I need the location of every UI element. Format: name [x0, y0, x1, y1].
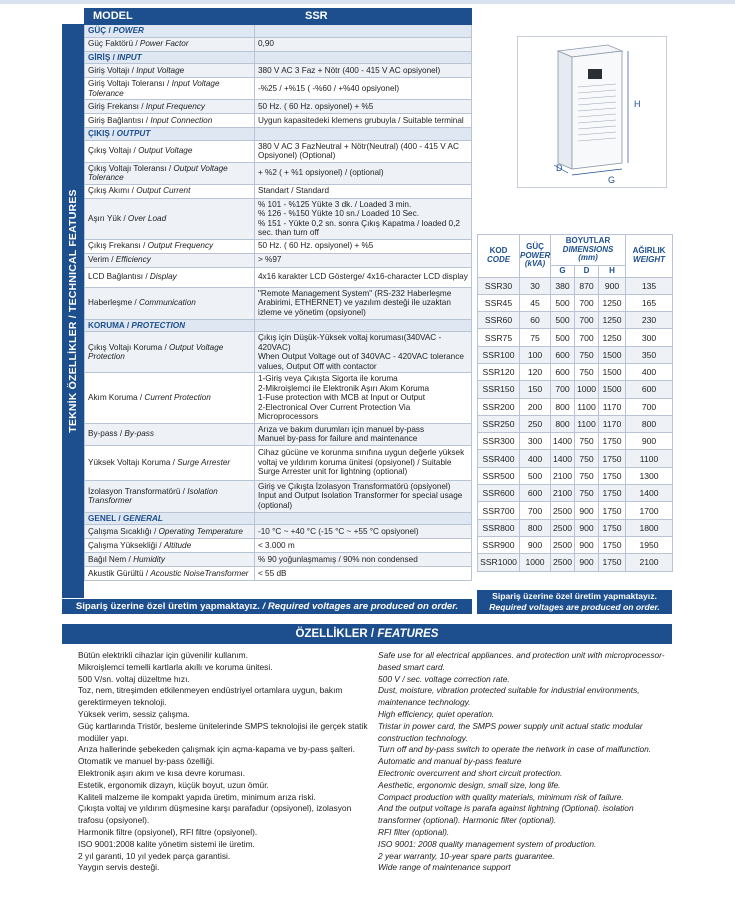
model-cell: 2100 — [626, 554, 673, 571]
model-cell: 900 — [599, 277, 626, 294]
feature-item: Electronic overcurrent and short circuit protection. — [378, 767, 563, 778]
model-cell: 900 — [520, 536, 551, 553]
model-row — [478, 450, 673, 467]
spec-label: LCD Bağlantısı / Display — [85, 267, 255, 287]
model-cell: 750 — [575, 433, 599, 450]
model-cell: 150 — [520, 381, 551, 398]
spec-row — [85, 114, 472, 128]
model-cell: 1500 — [599, 346, 626, 363]
model-cell: 1750 — [599, 450, 626, 467]
model-cell: SSR100 — [478, 346, 520, 363]
spec-label: Güç Faktörü / Power Factor — [85, 37, 255, 51]
spec-value: % 101 - %125 Yükte 3 dk. / Loaded 3 min. % 126 - %150 Yükte 10 sn./ Loaded 10 Sec. % 151 - Yükte 0,2 sn. sonra Çıkış Kapatma / loaded 0,2 sec. than turn off — [255, 198, 472, 239]
model-cell: SSR120 — [478, 363, 520, 380]
model-cell: 700 — [575, 294, 599, 311]
model-cell: 600 — [626, 381, 673, 398]
spec-footer-tr: Sipariş üzerine özel üretim yapmaktayız. — [75, 601, 260, 612]
spec-value: < 3.000 m — [255, 539, 472, 553]
model-cell: 1170 — [599, 415, 626, 432]
model-cell: SSR1000 — [478, 554, 520, 571]
model-cell: 2500 — [551, 536, 575, 553]
feature-item: 500 V/sn. voltaj düzeltme hızı. — [78, 673, 190, 684]
spec-row — [85, 140, 472, 162]
model-cell: 900 — [575, 554, 599, 571]
model-cell: 1100 — [575, 415, 599, 432]
feature-item: High efficiency, quiet operation. — [378, 708, 495, 719]
model-row — [478, 294, 673, 311]
model-cell: 1170 — [599, 398, 626, 415]
spec-value: 50 Hz. ( 60 Hz. opsiyonel) + %5 — [255, 239, 472, 253]
model-table — [477, 234, 673, 572]
feature-item: Harmonik filtre (opsiyonel), RFI filtre (opsiyonel). — [78, 826, 258, 837]
spec-row — [85, 480, 472, 512]
spec-row — [85, 239, 472, 253]
spec-header-model: MODEL — [85, 9, 255, 25]
model-cell: 500 — [551, 312, 575, 329]
spec-value: 1-Giriş veya Çıkışta Sigorta ile koruma 2-Mikroişlemci ile Elektronik Aşırı Akım Koruma 1-Fuse protection with MCB at Input or Output 2-Electronical Over Current Protection Via Microprocessors — [255, 373, 472, 424]
model-cell: 300 — [626, 329, 673, 346]
model-cell: 230 — [626, 312, 673, 329]
spec-label: Çıkış Voltajı Toleransı / Output Voltage Tolerance — [85, 162, 255, 184]
feature-item: Arıza hallerinde şebekeden çalışmak için açma-kapama ve by-pass şalteri. — [78, 744, 355, 755]
model-cell: 1250 — [599, 294, 626, 311]
spec-row — [85, 445, 472, 480]
model-cell: SSR900 — [478, 536, 520, 553]
model-cell: 900 — [626, 433, 673, 450]
sidebar-label: TEKNİK ÖZELLİKLER / TECHNICAL FEATURES — [67, 189, 79, 433]
spec-label: Verim / Efficiency — [85, 253, 255, 267]
spec-label: By-pass / By-pass — [85, 423, 255, 445]
model-cell: 750 — [575, 346, 599, 363]
model-cell: 1400 — [551, 450, 575, 467]
model-cell: SSR800 — [478, 519, 520, 536]
model-cell: 1000 — [575, 381, 599, 398]
model-cell: 1100 — [575, 398, 599, 415]
spec-value: -%25 / +%15 ( -%60 / +%40 opsiyonel) — [255, 78, 472, 100]
spec-label: Giriş Frekansı / Input Frequency — [85, 100, 255, 114]
spec-label: Giriş Voltajı Toleransı / Input Voltage Tolerance — [85, 78, 255, 100]
spec-row — [85, 423, 472, 445]
feature-item: Safe use for all electrical appliances. and protection unit with microprocessor-based smart card. — [378, 650, 665, 672]
spec-value: Standart / Standard — [255, 184, 472, 198]
model-cell: 250 — [520, 415, 551, 432]
spec-value: + %2 ( + %1 opsiyonel) / (optional) — [255, 162, 472, 184]
model-cell: 45 — [520, 294, 551, 311]
model-cell: 800 — [626, 415, 673, 432]
model-cell: 165 — [626, 294, 673, 311]
spec-label: Çıkış Voltajı Koruma / Output Voltage Protection — [85, 332, 255, 373]
feature-item: Güç kartlarında Tristör, besleme ünitelerinde SMPS teknolojisi ile gerçek statik modüler yapı. — [78, 720, 368, 743]
model-cell: 1500 — [599, 381, 626, 398]
spec-row — [85, 64, 472, 78]
model-cell: 2100 — [551, 467, 575, 484]
model-cell: SSR250 — [478, 415, 520, 432]
model-cell: 1750 — [599, 467, 626, 484]
spec-label: Çalışma Yüksekliği / Altitude — [85, 539, 255, 553]
spec-row — [85, 198, 472, 239]
feature-item: Aesthetic, ergonomic design, small size, long life. — [378, 779, 561, 790]
spec-row — [85, 100, 472, 114]
model-row — [478, 277, 673, 294]
model-row — [478, 467, 673, 484]
spec-row — [85, 78, 472, 100]
header-h: H — [599, 265, 626, 277]
model-cell: 900 — [575, 502, 599, 519]
model-cell: 1700 — [626, 502, 673, 519]
spec-footer — [62, 599, 472, 614]
model-cell: 700 — [575, 329, 599, 346]
model-cell: 500 — [551, 329, 575, 346]
model-cell: 1750 — [599, 502, 626, 519]
spec-row — [85, 525, 472, 539]
feature-item: Toz, nem, titreşimden etkilenmeyen endüstriyel ortamlara uygun, bakım gerektirmeyen teknoloji. — [78, 685, 343, 708]
model-row — [478, 519, 673, 536]
feature-item: Elektronik aşırı akım ve kısa devre koruması. — [78, 767, 246, 778]
spec-label: Akım Koruma / Current Protection — [85, 373, 255, 424]
spec-value — [255, 25, 472, 38]
spec-value: 0,90 — [255, 37, 472, 51]
cabinet-drawing — [517, 36, 667, 188]
model-cell: 75 — [520, 329, 551, 346]
feature-item: Bütün elektrikli cihazlar için güvenilir kullanım. — [78, 650, 248, 660]
header-weight: AĞIRLIK WEIGHT — [626, 235, 673, 278]
model-cell: 2500 — [551, 502, 575, 519]
spec-label: GÜÇ / POWER — [85, 25, 255, 38]
model-row — [478, 433, 673, 450]
model-cell: 2500 — [551, 519, 575, 536]
spec-row — [85, 332, 472, 373]
spec-value: % 90 yoğunlaşmamış / 90% non condensed — [255, 553, 472, 567]
spec-label: GİRİŞ / INPUT — [85, 51, 255, 64]
model-cell: 750 — [575, 450, 599, 467]
model-cell: 200 — [520, 398, 551, 415]
model-cell: 120 — [520, 363, 551, 380]
spec-value: 4x16 karakter LCD Gösterge/ 4x16-character LCD display — [255, 267, 472, 287]
model-cell: SSR45 — [478, 294, 520, 311]
model-cell: 1250 — [599, 329, 626, 346]
spec-value: Arıza ve bakım durumları için manuel by-pass Manuel by-pass for failure and maintenance — [255, 423, 472, 445]
model-cell: 30 — [520, 277, 551, 294]
spec-label: İzolasyon Transformatörü / Isolation Transformer — [85, 480, 255, 512]
spec-value — [255, 319, 472, 332]
spec-row — [85, 567, 472, 581]
model-cell: 900 — [575, 536, 599, 553]
dim-label-d: D — [556, 163, 563, 173]
model-cell: 2100 — [551, 485, 575, 502]
header-code: KOD CODE — [478, 235, 520, 278]
model-cell: 600 — [551, 363, 575, 380]
spec-value — [255, 512, 472, 525]
feature-item: Kaliteli malzeme ile kompakt yapıda üretim, minimum arıza riski. — [78, 791, 316, 802]
model-cell: SSR200 — [478, 398, 520, 415]
spec-sidebar — [62, 24, 84, 598]
model-cell: 1300 — [626, 467, 673, 484]
model-row — [478, 381, 673, 398]
model-row — [478, 536, 673, 553]
model-row — [478, 329, 673, 346]
features-list-en — [378, 650, 672, 874]
spec-label: Haberleşme / Communication — [85, 287, 255, 319]
model-cell: 600 — [551, 346, 575, 363]
spec-section-row — [85, 319, 472, 332]
model-cell: 380 — [551, 277, 575, 294]
spec-label: GENEL / GENERAL — [85, 512, 255, 525]
spec-row — [85, 287, 472, 319]
model-row — [478, 415, 673, 432]
model-cell: 750 — [575, 485, 599, 502]
model-cell: SSR60 — [478, 312, 520, 329]
header-dimensions: BOYUTLAR DIMENSIONS (mm) — [551, 235, 626, 266]
model-cell: 1000 — [520, 554, 551, 571]
model-cell: 1750 — [599, 485, 626, 502]
model-cell: SSR600 — [478, 485, 520, 502]
spec-value — [255, 51, 472, 64]
spec-value: > %97 — [255, 253, 472, 267]
feature-item: Estetik, ergonomik dizayn, küçük boyut, uzun ömür. — [78, 779, 269, 790]
spec-label: Aşırı Yük / Over Load — [85, 198, 255, 239]
model-cell: 350 — [626, 346, 673, 363]
feature-item: RFI filter (optional). — [378, 826, 450, 837]
features-list-tr — [78, 650, 370, 874]
spec-label: Yüksek Voltajı Koruma / Surge Arrester — [85, 445, 255, 480]
model-cell: 2500 — [551, 554, 575, 571]
spec-label: Çıkış Frekansı / Output Frequency — [85, 239, 255, 253]
feature-item: Wide range of maintenance support — [378, 862, 511, 873]
model-row — [478, 398, 673, 415]
spec-section-row — [85, 128, 472, 141]
spec-footer-en: / Required voltages are produced on order. — [262, 601, 459, 612]
model-cell: 500 — [551, 294, 575, 311]
model-cell: 900 — [575, 519, 599, 536]
model-cell: 700 — [575, 312, 599, 329]
dim-label-g: G — [608, 175, 616, 185]
spec-value: -10 °C ~ +40 °C (-15 °C ~ +55 °C opsiyonel) — [255, 525, 472, 539]
spec-row — [85, 373, 472, 424]
spec-row — [85, 162, 472, 184]
model-footer-en: Required voltages are produced on order. — [489, 602, 660, 612]
model-cell: 700 — [551, 381, 575, 398]
model-row — [478, 312, 673, 329]
model-cell: 1750 — [599, 554, 626, 571]
spec-value: 380 V AC 3 FazNeutral + Nötr(Neutral) (400 - 415 V AC Opsiyonel) (Optional) — [255, 140, 472, 162]
model-row — [478, 363, 673, 380]
model-cell: SSR700 — [478, 502, 520, 519]
feature-item: ISO 9001:2008 kalite yönetim sistemi ile üretim. — [78, 838, 255, 849]
model-footer — [477, 590, 672, 614]
spec-label: Çıkış Voltajı / Output Voltage — [85, 140, 255, 162]
feature-item: And the output voltage is parafa against lightning (Optional). isolation transformer (optional). Harmonic filter (optional). — [378, 803, 634, 826]
feature-item: Automatic and manual by-pass feature — [378, 756, 522, 767]
model-cell: 750 — [575, 467, 599, 484]
spec-row — [85, 184, 472, 198]
model-cell: 500 — [520, 467, 551, 484]
model-cell: 700 — [520, 502, 551, 519]
model-cell: 400 — [626, 363, 673, 380]
spec-table — [84, 8, 472, 581]
model-cell: 100 — [520, 346, 551, 363]
spec-label: KORUMA / PROTECTION — [85, 319, 255, 332]
model-cell: 800 — [551, 398, 575, 415]
header-power: GÜÇ POWER (kVA) — [520, 235, 551, 278]
model-cell: SSR300 — [478, 433, 520, 450]
model-row — [478, 554, 673, 571]
model-cell: 870 — [575, 277, 599, 294]
feature-item: Dust, moisture, vibration protected suitable for industrial environments, maintenance technology. — [378, 685, 640, 708]
spec-row — [85, 267, 472, 287]
spec-section-row — [85, 512, 472, 525]
spec-label: Giriş Bağlantısı / Input Connection — [85, 114, 255, 128]
spec-value: 50 Hz. ( 60 Hz. opsiyonel) + %5 — [255, 100, 472, 114]
model-cell: 1400 — [626, 485, 673, 502]
model-cell: SSR500 — [478, 467, 520, 484]
feature-item: Mikroişlemci temelli kartlarla akıllı ve koruma ünitesi. — [78, 661, 273, 672]
feature-item: Compact production with quality materials, minimum risk of failure. — [378, 791, 624, 802]
model-cell: 1800 — [626, 519, 673, 536]
feature-item: 500 V / sec. voltage correction rate. — [378, 673, 510, 684]
feature-item: Otomatik ve manuel by-pass özelliği. — [78, 756, 215, 767]
feature-item: Tristar in power card, the SMPS power supply unit actual static modular construction technology. — [378, 720, 643, 743]
spec-value — [255, 128, 472, 141]
spec-header-ssr: SSR — [255, 9, 472, 25]
spec-label: Akustik Gürültü / Acoustic NoiseTransformer — [85, 567, 255, 581]
model-footer-tr: Sipariş üzerine özel üretim yapmaktayız. — [492, 591, 657, 601]
model-cell: 300 — [520, 433, 551, 450]
spec-value: 380 V AC 3 Faz + Nötr (400 - 415 V AC opsiyonel) — [255, 64, 472, 78]
header-d: D — [575, 265, 599, 277]
feature-item: Yüksek verim, sessiz çalışma. — [78, 708, 190, 719]
feature-item: Turn off and by-pass switch to operate the network in case of malfunction. — [378, 744, 652, 755]
spec-header-row — [85, 9, 472, 25]
spec-row — [85, 253, 472, 267]
model-cell: 750 — [575, 363, 599, 380]
model-cell: 1400 — [551, 433, 575, 450]
spec-value: < 55 dB — [255, 567, 472, 581]
model-cell: 60 — [520, 312, 551, 329]
model-cell: 1100 — [626, 450, 673, 467]
model-cell: 135 — [626, 277, 673, 294]
spec-section-row — [85, 25, 472, 38]
spec-label: ÇIKIŞ / OUTPUT — [85, 128, 255, 141]
header-g: G — [551, 265, 575, 277]
feature-item: 2 yıl garanti, 10 yıl yedek parça garantisi. — [78, 850, 231, 861]
cabinet-icon — [518, 37, 668, 189]
spec-label: Giriş Voltajı / Input Voltage — [85, 64, 255, 78]
features-title: ÖZELLİKLER / FEATURES — [62, 624, 672, 644]
spec-value: Giriş ve Çıkışta İzolasyon Transformatörü (opsiyonel) Input and Output Isolation Transformer for special usage (optional) — [255, 480, 472, 512]
model-row — [478, 346, 673, 363]
feature-item: 2 year warranty, 10-year spare parts guarantee. — [378, 850, 555, 861]
model-cell: 1950 — [626, 536, 673, 553]
model-cell: SSR30 — [478, 277, 520, 294]
feature-item: Çıkışta voltaj ve yıldırım düşmesine karşı parafadur (opsiyonel), izolasyon trafosu (opsiyonel). — [78, 803, 352, 826]
model-cell: 1750 — [599, 519, 626, 536]
dim-label-h: H — [634, 99, 641, 109]
spec-label: Bağıl Nem / Humidity — [85, 553, 255, 567]
spec-value: Cihaz gücüne ve korunma sınıfına uygun değerle yüksek voltaj ve yıldırım koruma ünitesi (opsiyonel) / Suitable Surge Arrester unit for lightning (optional) — [255, 445, 472, 480]
model-cell: 800 — [520, 519, 551, 536]
spec-value: Çıkış için Düşük-Yüksek voltaj koruması(340VAC - 420VAC) When Output Voltage out of 340VAC - 420VAC tolerance values, Output Off with contactor — [255, 332, 472, 373]
model-cell: 1500 — [599, 363, 626, 380]
model-row — [478, 485, 673, 502]
model-header-row — [478, 235, 673, 266]
spec-label: Çıkış Akımı / Output Current — [85, 184, 255, 198]
spec-section-row — [85, 51, 472, 64]
model-cell: 1250 — [599, 312, 626, 329]
model-cell: 600 — [520, 485, 551, 502]
model-cell: 800 — [551, 415, 575, 432]
model-cell: 400 — [520, 450, 551, 467]
model-cell: 1750 — [599, 536, 626, 553]
model-cell: SSR150 — [478, 381, 520, 398]
spec-row — [85, 37, 472, 51]
model-cell: SSR75 — [478, 329, 520, 346]
spec-row — [85, 539, 472, 553]
spec-value: Uygun kapasitedeki klemens grubuyla / Suitable terminal — [255, 114, 472, 128]
model-row — [478, 502, 673, 519]
top-rule — [0, 0, 735, 4]
model-cell: 1750 — [599, 433, 626, 450]
model-cell: 700 — [626, 398, 673, 415]
model-cell: SSR400 — [478, 450, 520, 467]
feature-item: ISO 9001: 2008 quality management system of production. — [378, 838, 597, 849]
spec-label: Çalışma Sıcaklığı / Operating Temperature — [85, 525, 255, 539]
spec-row — [85, 553, 472, 567]
feature-item: Yaygın servis desteği. — [78, 862, 160, 873]
spec-value: "Remote Management System" (RS-232 Haberleşme Arabirimi, ETHERNET) ve yazılım desteği ile uzaktan izleme ve yönetim (opsiyonel) — [255, 287, 472, 319]
